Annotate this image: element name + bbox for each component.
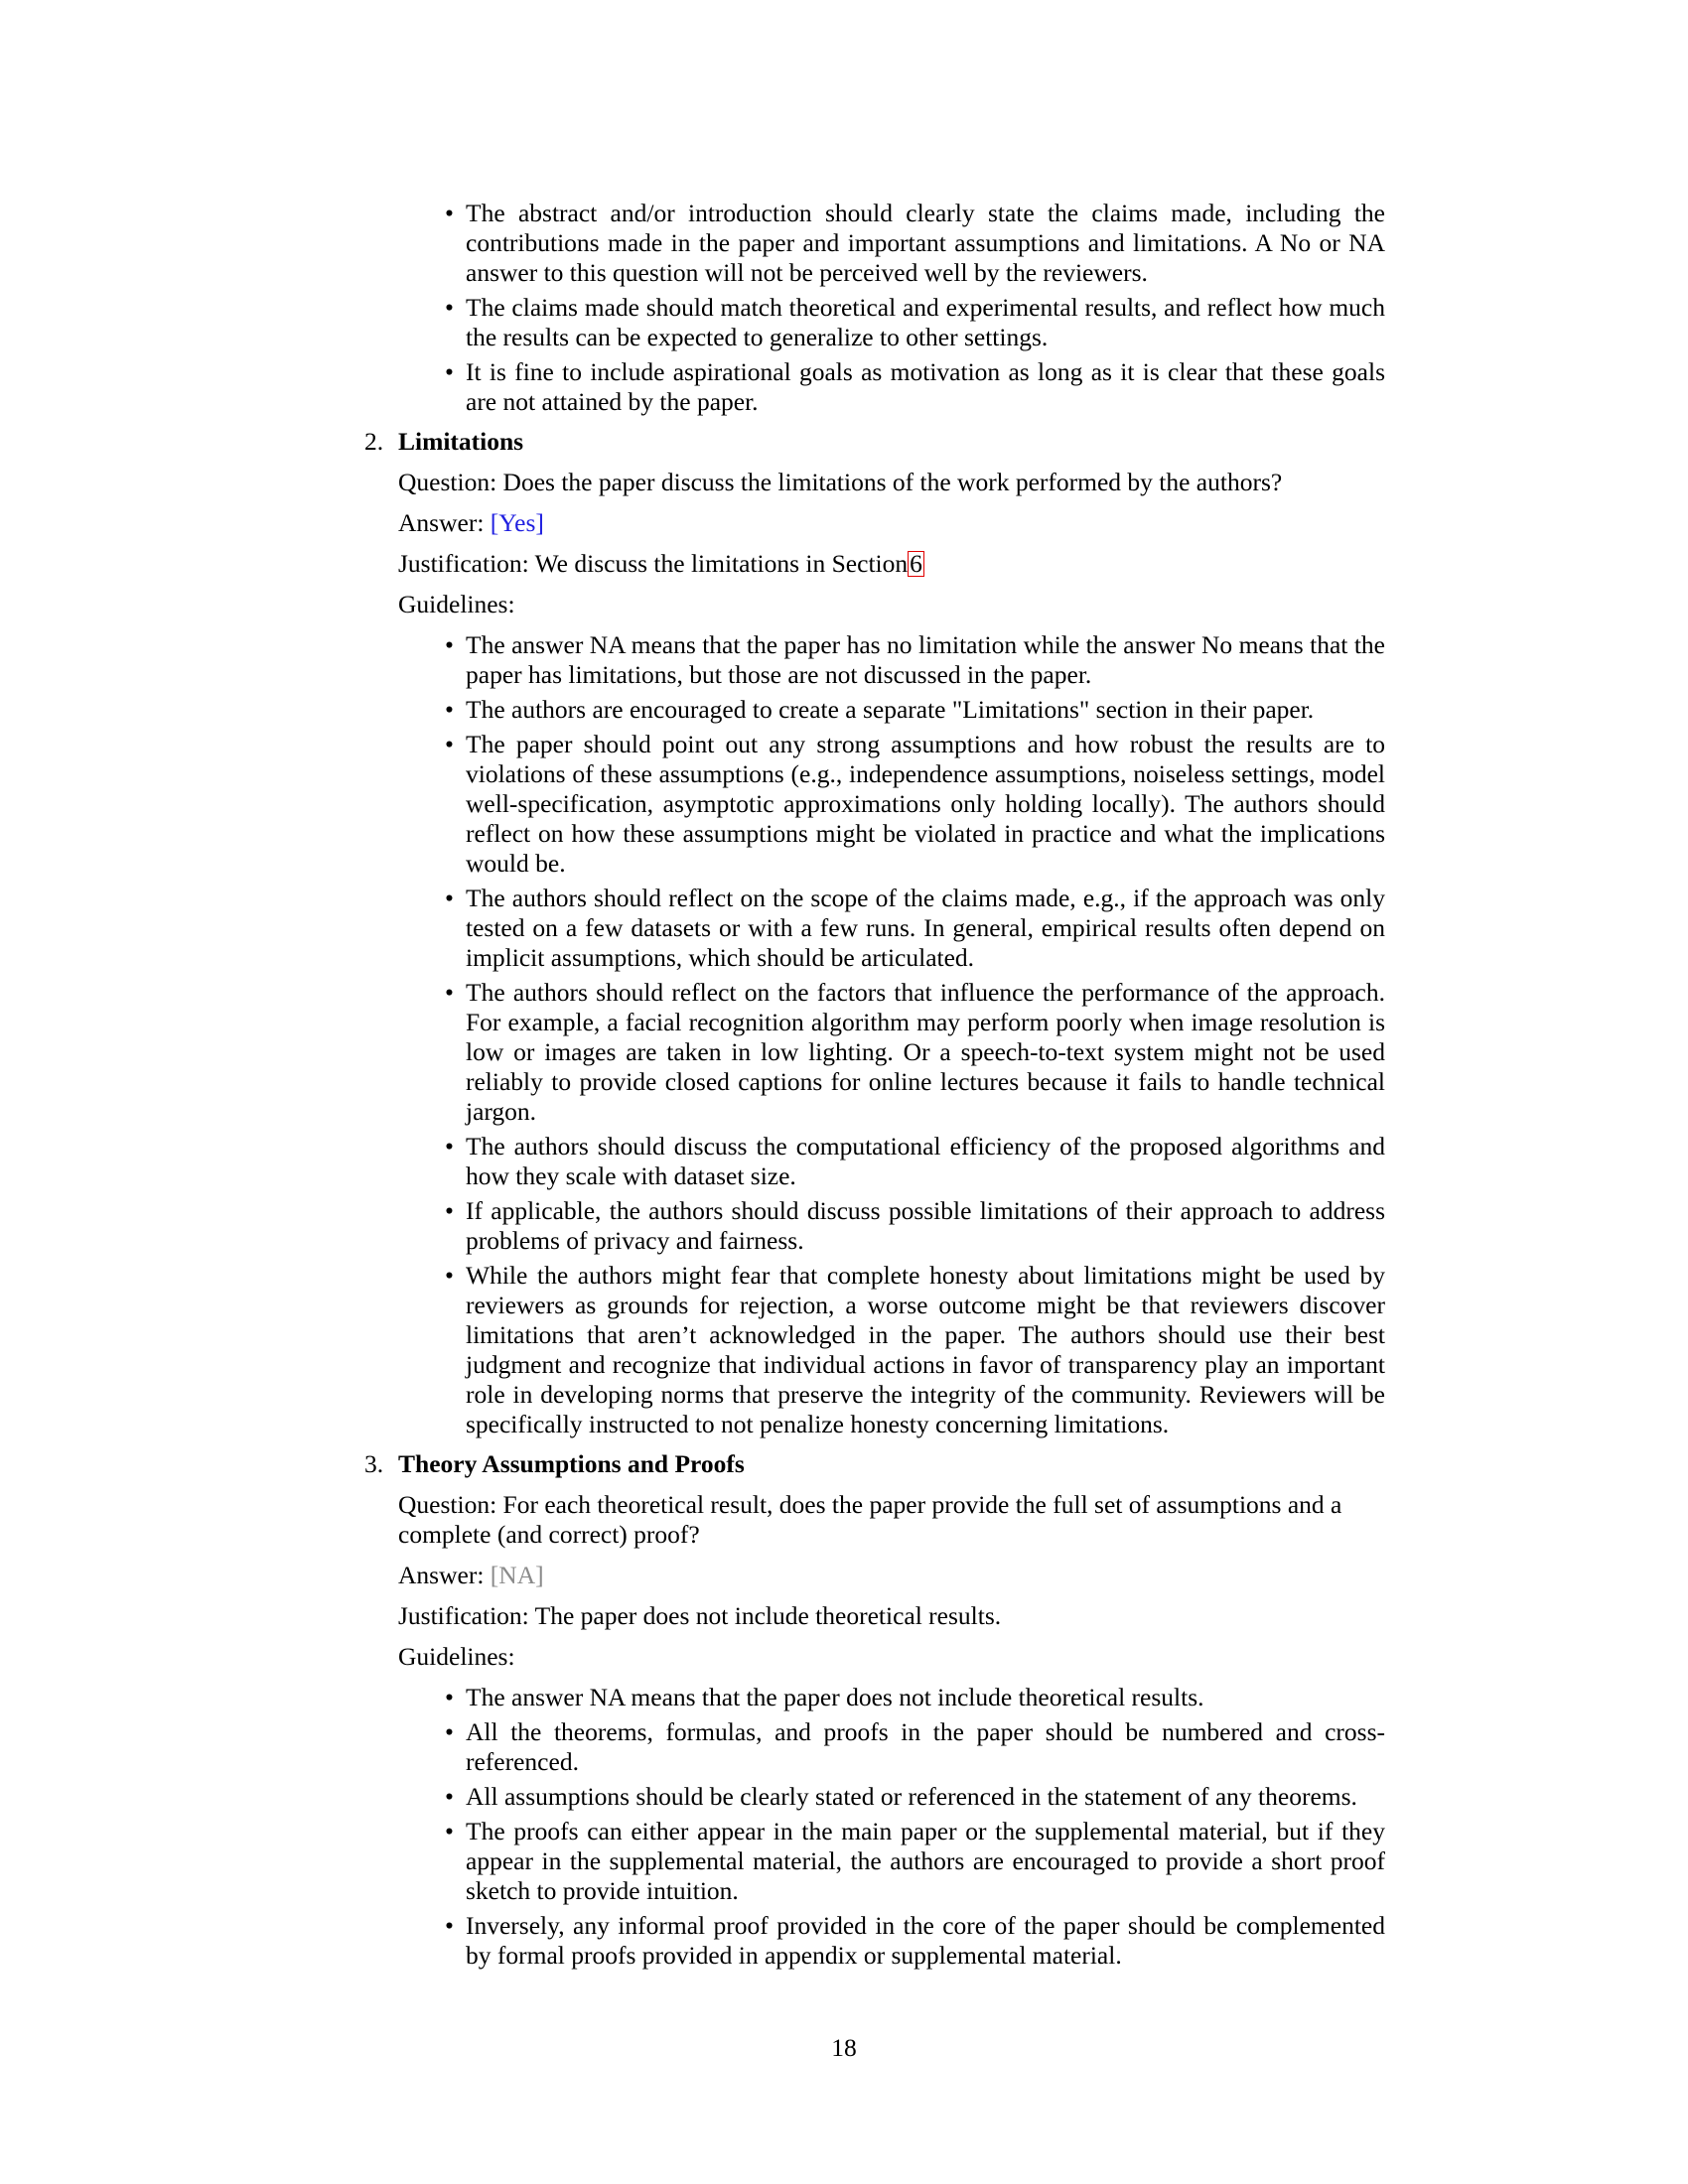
justification-label: Justification: <box>398 549 529 578</box>
guidelines-label: Guidelines: <box>398 590 515 618</box>
list-item: • All assumptions should be clearly stated or referenced in the statement of any theorems. <box>445 1782 1385 1812</box>
justification-label: Justification: <box>398 1601 529 1630</box>
section-heading <box>357 1449 1395 1479</box>
list-item: • While the authors might fear that complete honesty about limitations might be used by reviewers as grounds for rejection, a worse outcome might be that reviewers discover limitations that aren’t acknowledged in the paper. The authors should use their best judgment and recognize that individual actions in favor of transparency play an important role in developing norms that preserve the integrity of the community. Reviewers will be specifically instructed to not penalize honesty concerning limitations. <box>445 1261 1385 1439</box>
answer-paragraph <box>398 508 1391 538</box>
list-item: • The authors should reflect on the factors that influence the performance of the approach. For example, a facial recognition algorithm may perform poorly when image resolution is low or images are taken in low lighting. Or a speech-to-text system might not be used reliably to provide closed captions for online lectures because it fails to handle technical jargon. <box>445 978 1385 1127</box>
list-item: • The abstract and/or introduction should clearly state the claims made, including the contributions made in the paper and important assumptions and limitations. A No or NA answer to this question will not be perceived well by the reviewers. <box>445 199 1385 288</box>
theory-guidelines-list <box>445 1683 1385 1971</box>
list-item: • If applicable, the authors should discuss possible limitations of their approach to address problems of privacy and fairness. <box>445 1196 1385 1256</box>
list-item: • All the theorems, formulas, and proofs in the paper should be numbered and cross-referenced. <box>445 1717 1385 1777</box>
answer-value[interactable]: [NA] <box>490 1561 544 1589</box>
question-label: Question: <box>398 1490 497 1519</box>
limitations-guidelines-list <box>445 630 1385 1439</box>
guidelines-label: Guidelines: <box>398 1642 515 1671</box>
answer-label: Answer: <box>398 1561 485 1589</box>
question-text: For each theoretical result, does the paper provide the full set of assumptions and a complete (and correct) proof? <box>398 1490 1342 1549</box>
section-body <box>398 468 1395 619</box>
justification-text: The paper does not include theoretical results. <box>534 1601 1002 1630</box>
list-item: • The authors should discuss the computational efficiency of the proposed algorithms and how they scale with dataset size. <box>445 1132 1385 1191</box>
section-limitations <box>357 427 1395 1439</box>
answer-paragraph <box>398 1561 1391 1590</box>
section-title: Limitations <box>398 427 524 456</box>
question-paragraph <box>398 1490 1391 1550</box>
section-heading <box>357 427 1395 457</box>
page-number: 18 <box>831 2033 857 2062</box>
section-number: 2. <box>364 427 384 456</box>
section-title: Theory Assumptions and Proofs <box>398 1449 745 1478</box>
list-item: • The paper should point out any strong assumptions and how robust the results are to violations of these assumptions (e.g., independence assumptions, noiseless settings, model well-specification, asymptotic approximations only holding locally). The authors should reflect on how these assumptions might be violated in practice and what the implications would be. <box>445 730 1385 879</box>
justification-paragraph <box>398 549 1391 579</box>
answer-value[interactable]: [Yes] <box>490 508 544 537</box>
list-item: • Inversely, any informal proof provided in the core of the paper should be complemented by formal proofs provided in appendix or supplemental material. <box>445 1911 1385 1971</box>
section-number: 3. <box>364 1449 384 1478</box>
question-text: Does the paper discuss the limitations of the work performed by the authors? <box>502 468 1283 496</box>
justification-paragraph <box>398 1601 1391 1631</box>
list-item: • The claims made should match theoretical and experimental results, and reflect how much the results can be expected to generalize to other settings. <box>445 293 1385 352</box>
list-item: • The authors should reflect on the scope of the claims made, e.g., if the approach was only tested on a few datasets or with a few runs. In general, empirical results often depend on implicit assumptions, which should be articulated. <box>445 884 1385 973</box>
list-item: • The proofs can either appear in the main paper or the supplemental material, but if they appear in the supplemental material, the authors are encouraged to provide a short proof sketch to provide intuition. <box>445 1817 1385 1906</box>
page-content <box>357 199 1395 1976</box>
intro-guidelines-list <box>445 199 1385 417</box>
list-item: • The authors are encouraged to create a separate "Limitations" section in their paper. <box>445 695 1385 725</box>
question-paragraph <box>398 468 1391 497</box>
section-reference-link[interactable]: 6 <box>910 549 922 578</box>
justification-text: We discuss the limitations in Section <box>534 549 909 578</box>
answer-label: Answer: <box>398 508 485 537</box>
section-theory-assumptions <box>357 1449 1395 1971</box>
section-body <box>398 1490 1395 1672</box>
question-label: Question: <box>398 468 497 496</box>
list-item: • The answer NA means that the paper does not include theoretical results. <box>445 1683 1385 1712</box>
list-item: • It is fine to include aspirational goals as motivation as long as it is clear that these goals are not attained by the paper. <box>445 357 1385 417</box>
list-item: • The answer NA means that the paper has no limitation while the answer No means that the paper has limitations, but those are not discussed in the paper. <box>445 630 1385 690</box>
